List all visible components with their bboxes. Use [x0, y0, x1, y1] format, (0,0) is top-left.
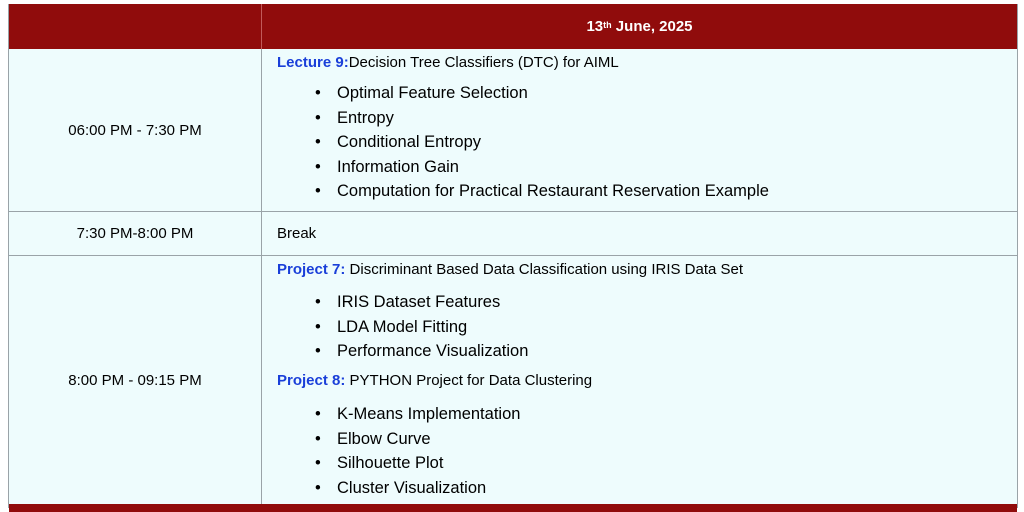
- table-row: [9, 49, 1017, 212]
- table-footer-bar: [9, 504, 1017, 512]
- list-item: • IRIS Dataset Features: [337, 290, 528, 315]
- date-rest: June, 2025: [611, 18, 693, 35]
- time-cell: 06:00 PM - 7:30 PM: [9, 49, 262, 211]
- bullet-list: [315, 290, 529, 364]
- bullet-icon: •: [315, 293, 321, 311]
- list-item: • K-Means Implementation: [337, 402, 520, 427]
- bullet-icon: •: [315, 429, 321, 448]
- section-heading: [277, 54, 619, 71]
- bullet-list: [315, 81, 769, 204]
- bullet-icon: •: [315, 84, 321, 102]
- section-heading: [277, 372, 592, 389]
- bullet-icon: •: [315, 478, 321, 497]
- section-text: Discriminant Based Data Classification using IRIS Data Set: [345, 261, 744, 278]
- section-key: Project 7:: [277, 261, 346, 278]
- list-item: • Performance Visualization: [337, 339, 528, 364]
- bullet-icon: •: [315, 108, 321, 127]
- table-row: [9, 256, 1017, 504]
- list-item: • Information Gain: [337, 155, 769, 180]
- section-text: PYTHON Project for Data Clustering: [345, 372, 593, 389]
- list-item: • Silhouette Plot: [337, 451, 520, 476]
- break-text: Break: [277, 225, 317, 242]
- date-suffix: th: [603, 19, 612, 30]
- bullet-icon: •: [315, 342, 321, 361]
- table-row: [9, 212, 1017, 256]
- section-text: Decision Tree Classifiers (DTC) for AIML: [348, 54, 619, 71]
- header-empty-cell: [9, 4, 262, 49]
- bullet-icon: •: [315, 157, 321, 176]
- section-key: Project 8:: [277, 372, 346, 389]
- list-item: • Entropy: [337, 106, 769, 131]
- time-cell: 8:00 PM - 09:15 PM: [9, 256, 262, 504]
- list-item: • Conditional Entropy: [337, 130, 769, 155]
- list-item: • Cluster Visualization: [337, 476, 520, 501]
- date-day: 13: [586, 18, 604, 35]
- section-heading: [277, 261, 743, 278]
- list-item: • Computation for Practical Restaurant Reservation Example: [337, 179, 769, 204]
- table-header: [9, 4, 1017, 49]
- list-item: • Elbow Curve: [337, 427, 520, 452]
- bullet-icon: •: [315, 133, 321, 152]
- bullet-icon: •: [315, 454, 321, 473]
- schedule-table: [8, 4, 1018, 508]
- list-item: • Optimal Feature Selection: [337, 81, 769, 106]
- bullet-icon: •: [315, 182, 321, 201]
- header-date: [262, 4, 1017, 49]
- time-cell: 7:30 PM-8:00 PM: [9, 212, 262, 255]
- bullet-icon: •: [315, 405, 321, 423]
- bullet-icon: •: [315, 317, 321, 336]
- section-key: Lecture 9:: [277, 54, 349, 71]
- bullet-list: [315, 402, 521, 500]
- list-item: • LDA Model Fitting: [337, 315, 528, 340]
